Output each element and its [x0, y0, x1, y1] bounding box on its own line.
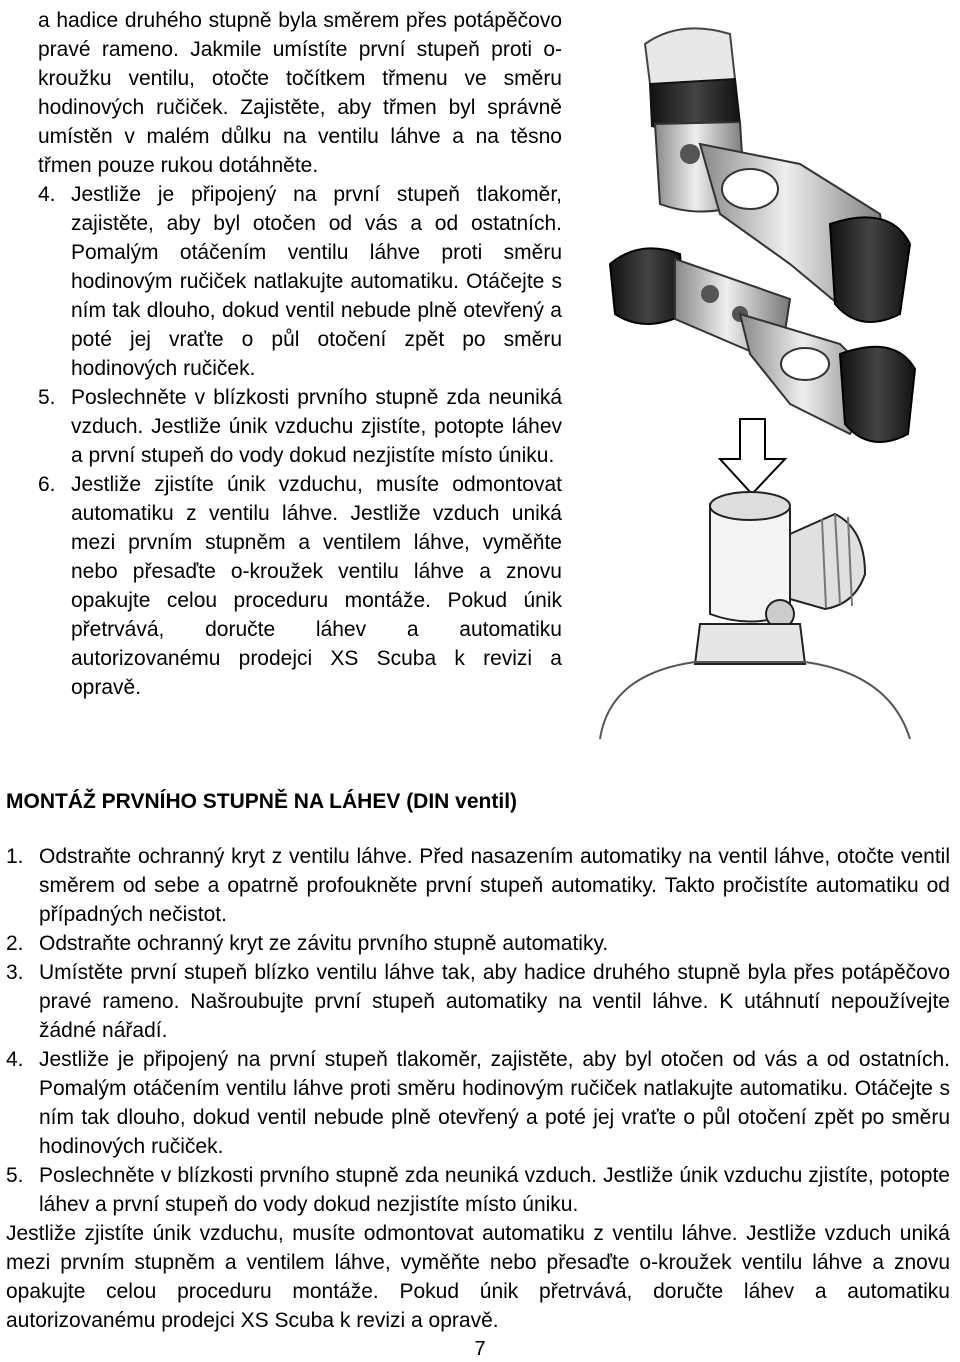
item-text: Jestliže je připojený na první stupeň tlakoměr, zajistěte, aby byl otočen od vás a od ostatních. Pomalým otáčením ventilu láhve proti směru hodinovým ručiček natlakujte automatiku. Otáčejte s ním tak dlouho, dokud ventil nebude plně otevřený a poté jej vraťte o půl otočení zpět po směru hodinových ručiček.	[39, 1048, 950, 1158]
regulator-illustration	[590, 14, 940, 744]
list-item-4	[6, 1045, 950, 1161]
list-item-3	[6, 958, 950, 1045]
final-paragraph: Jestliže zjistíte únik vzduchu, musíte odmontovat automatiku z ventilu láhve. Jestliže vzduch uniká mezi prvním stupněm a ventilem láhve, vyměňte nebo přesaďte o-kroužek ventilu láhve a znovu opakujte celou proceduru montáže. Pokud únik přetrvává, doručte láhev a automatiku autorizovanému prodejci XS Scuba k revizi a opravě.	[6, 1222, 950, 1332]
din-mounting-steps	[6, 842, 950, 1335]
item-text: Jestliže zjistíte únik vzduchu, musíte odmontovat automatiku z ventilu láhve. Jestliže vzduch uniká mezi prvním stupněm a ventilem láhve, vyměňte nebo přesaďte o-kroužek ventilu láhve a znovu opakujte celou proceduru montáže. Pokud únik přetrvává, doručte láhev a automatiku autorizovanému prodejci XS Scuba k revizi a opravě.	[71, 473, 562, 699]
item-number: 3.	[6, 961, 24, 984]
item-number: 4.	[38, 183, 56, 206]
item-text: Odstraňte ochranný kryt z ventilu láhve. Před nasazením automatiky na ventil láhve, otočte ventil směrem od sebe a opatrně profoukněte první stupeň automatiky. Takto pročistíte automatiku od případných nečistot.	[39, 845, 950, 926]
item-number: 1.	[6, 845, 24, 868]
left-column	[38, 6, 562, 702]
item-text: Poslechněte v blízkosti prvního stupně zda neuniká vzduch. Jestliže únik vzduchu zjistíte, potopte láhev a první stupeň do vody dokud nezjistíte místo úniku.	[71, 386, 562, 467]
left-list-item-5	[38, 383, 562, 470]
list-item-2	[6, 929, 950, 958]
item-text: Odstraňte ochranný kryt ze závitu prvního stupně automatiky.	[39, 932, 609, 955]
item-text: Poslechněte v blízkosti prvního stupně zda neuniká vzduch. Jestliže únik vzduchu zjistíte, potopte láhev a první stupeň do vody dokud nezjistíte místo úniku.	[39, 1164, 950, 1216]
left-list-item-4	[38, 180, 562, 383]
item-number: 2.	[6, 932, 24, 955]
page-number: 7	[474, 1338, 486, 1360]
regulator-mounting-icon	[590, 14, 940, 744]
continuation-paragraph: a hadice druhého stupně byla směrem přes potápěčovo pravé rameno. Jakmile umístíte první stupeň proti o-kroužku ventilu, otočte točítkem třmenu ve směru hodinových ručiček. Zajistěte, aby třmen byl správně umístěn v malém důlku na ventilu láhve a na těsno třmen pouze rukou dotáhněte.	[38, 9, 562, 177]
item-text: Umístěte první stupeň blízko ventilu láhve tak, aby hadice druhého stupně byla přes potápěčovo pravé rameno. Našroubujte první stupeň automatiky na ventil láhve. K utáhnutí nepoužívejte žádné nářadí.	[39, 961, 950, 1042]
left-list-item-6	[38, 470, 562, 702]
list-item-1	[6, 842, 950, 929]
section-heading: MONTÁŽ PRVNÍHO STUPNĚ NA LÁHEV (DIN ventil)	[6, 790, 518, 813]
item-number: 5.	[38, 386, 56, 409]
item-number: 5.	[6, 1164, 24, 1187]
item-number: 4.	[6, 1048, 24, 1071]
item-number: 6.	[38, 473, 56, 496]
item-text: Jestliže je připojený na první stupeň tlakoměr, zajistěte, aby byl otočen od vás a od ostatních. Pomalým otáčením ventilu láhve proti směru hodinovým ručiček natlakujte automatiku. Otáčejte s ním tak dlouho, dokud ventil nebude plně otevřený a poté jej vraťte o půl otočení zpět po směru hodinových ručiček.	[71, 183, 562, 380]
list-item-5	[6, 1161, 950, 1219]
